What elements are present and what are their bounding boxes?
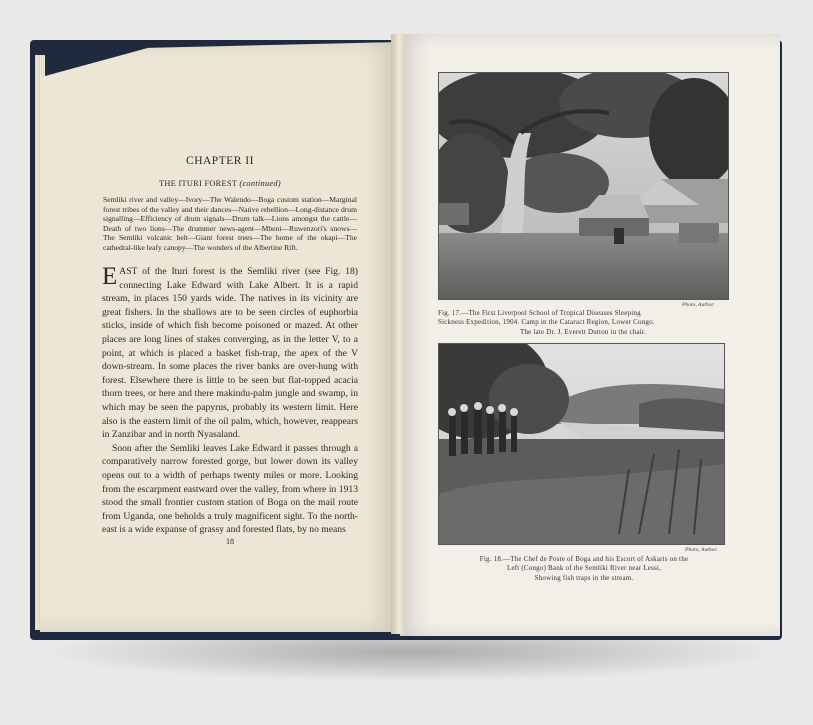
drop-cap: E: [102, 263, 118, 290]
figure-17-caption-line-1: Fig. 17.—The First Liverpool School of Tropical Diseases Sleeping: [438, 309, 641, 317]
section-title: [120, 179, 320, 188]
figure-18-caption-line-2: Left (Congo) Bank of the Semliki River near Lessi,: [506, 564, 662, 573]
page-number: 18: [226, 537, 234, 546]
chapter-summary: Semliki river and valley—Ivory—The Walendo—Boga custom station—Marginal forest tribes of the valley and their dances—Native rebellion—Long-distance drum signalling—Efficiency of drum signals—Drum talk—Lions amongst the cattle—Death of two lions—The drummer news-agent—Mbeni—Ruwenzori's snows—The Semliki volcanic belt—Giant forest trees—The home of the okapi—The cathedral-like leafy canopy—The wonders of the Albertine Rift.: [103, 195, 357, 252]
body-text: [102, 265, 358, 537]
paragraph-1: [102, 265, 358, 442]
figure-18-caption: [441, 555, 727, 583]
section-title-text: THE ITURI FOREST: [159, 179, 237, 188]
figure-18-credit: Photo, Author.: [685, 547, 718, 553]
paragraph-2: Soon after the Semliki leaves Lake Edward it passes through a comparatively narrow forested gorge, but lower down its valley opens out to a width of perhaps twenty miles or more. Looking from the escarpment eastward over the valley, from where in 1913 stood the small frontier custom station of Boga on the mail route from Uganda, one beholds a truly magnificent sight. To the north-east is a wide expanse of grassy and forested flats, by no means: [102, 442, 358, 536]
figure-17-caption-line-2: Sickness Expedition, 1904. Camp in the Cataract Region, Lower Congo.: [438, 318, 655, 327]
chapter-heading: CHAPTER II: [186, 155, 254, 167]
figure-18-caption-line-1: Fig. 18.—The Chef de Poste of Boga and his Escort of Askaris on the: [479, 555, 689, 563]
figure-17-caption-line-3: The late Dr. J. Everett Dutton in the chair.: [519, 327, 647, 336]
figure-17-caption: [438, 309, 728, 337]
figure-18-photo: [438, 343, 725, 545]
book-gutter: [391, 34, 405, 634]
section-title-suffix: (continued): [239, 179, 281, 188]
figure-17-photo: [438, 72, 729, 300]
paragraph-1-text: AST of the Ituri forest is the Semliki river (see Fig. 18) connecting Lake Edward with Lake Albert. It is a rapid stream, in places 150 yards wide. The natives in its vicinity are great fishers. In the shallows are to be seen circles of euphorbia sticks, inside of which fish become poisoned or mazed. At other places are long lines of stakes converging, as in the letter V, to a point, at which is placed a basket fish-trap, the apex of the V down-stream. In some places the river banks are over-hung with forest. Elsewhere there is little to be seen but flat-topped acacia thorn trees, or here and there makindu-palm jungle and swamp, in which may be seen the papyrus, probably its western limit. Here also is the eastern limit of the oil palm, which, however, reappears in Zanzibar and in north Nyasaland.: [102, 266, 358, 441]
figure-18-caption-line-3: Showing fish traps in the stream.: [534, 573, 634, 582]
figure-17-credit: Photo, Author.: [682, 302, 715, 308]
